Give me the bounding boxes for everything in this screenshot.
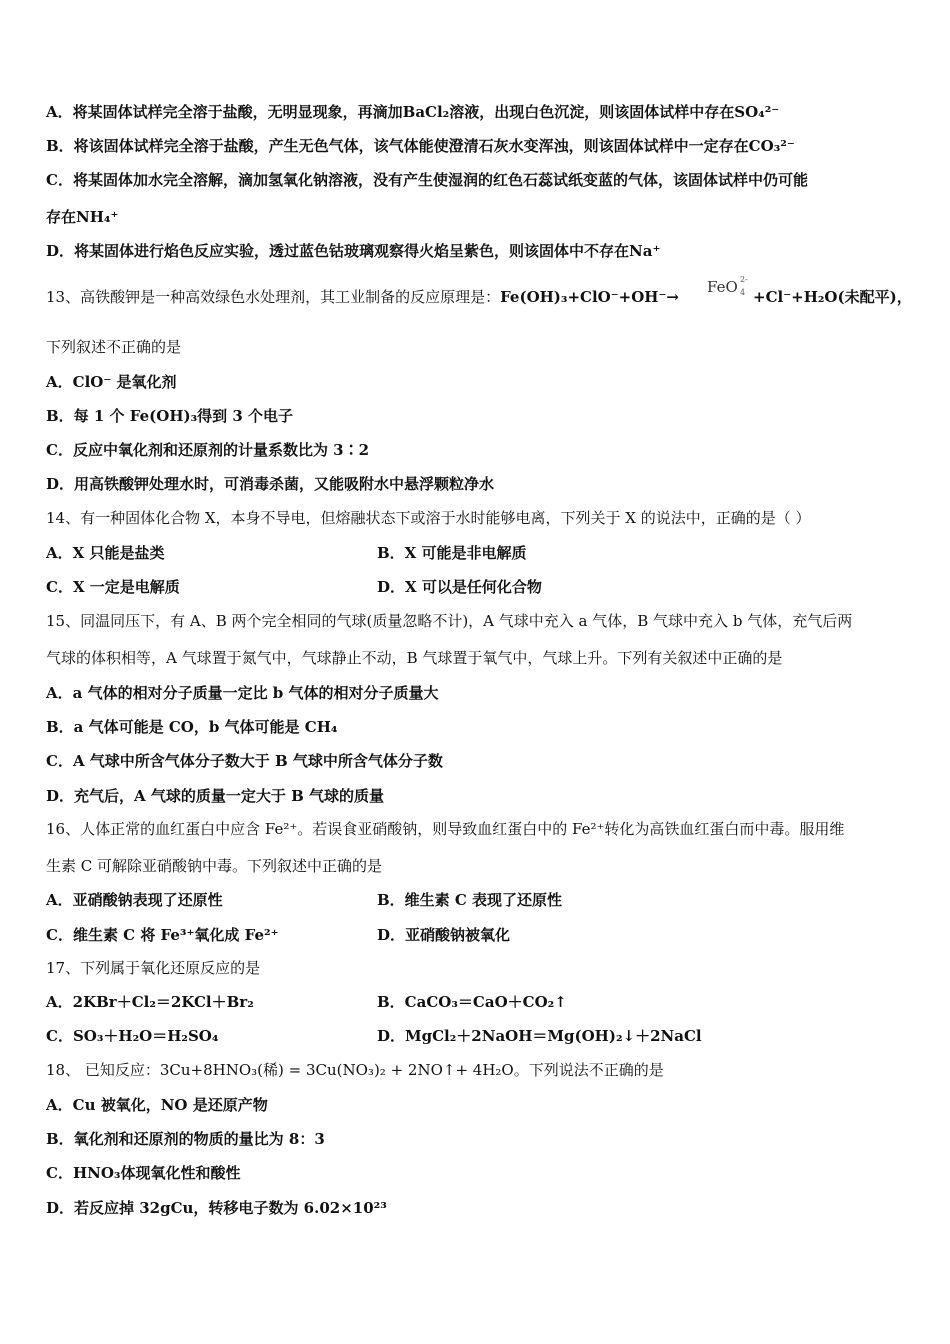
q13-equation: Fe(OH)₃+ClO⁻+OH⁻→ [500,288,679,306]
q14-option-a: A．X 只能是盐类 [46,544,165,562]
q18-option-b: B．氧化剂和还原剂的物质的量比为 8：3 [46,1130,325,1148]
q15-stem-line1: 15、同温同压下，有 A、B 两个完全相同的气球(质量忽略不计)，A 气球中充入 a 气体，B 气球中充入 b 气体，充气后两 [46,612,853,630]
q15-option-d: D．充气后，A 气球的质量一定大于 B 气球的质量 [46,787,384,805]
q12-option-c-line1: C．将某固体加水完全溶解，滴加氢氧化钠溶液，没有产生使湿润的红色石蕊试纸变蓝的气体，该固体试样中仍可能 [46,171,808,189]
q12-option-c-line2: 存在NH₄⁺ [46,208,119,226]
q17-option-d: D．MgCl₂＋2NaOH＝Mg(OH)₂↓＋2NaCl [377,1027,702,1045]
q18-option-d: D．若反应掉 32gCu，转移电子数为 6.02×10²³ [46,1199,387,1217]
q13-option-a: A．ClO⁻ 是氧化剂 [46,373,177,391]
q16-stem-line2: 生素 C 可解除亚硝酸钠中毒。下列叙述中正确的是 [46,857,383,875]
q13-option-b: B．每 1 个 Fe(OH)₃得到 3 个电子 [46,407,294,425]
q13-ferrate-charge: 2- [740,275,748,284]
q17-option-c: C．SO₃＋H₂O＝H₂SO₄ [46,1027,219,1045]
q15-stem-line2: 气球的体积相等，A 气球置于氮气中，气球静止不动，B 气球置于氧气中，气球上升。下列有关叙述中正确的是 [46,649,783,667]
q12-option-a: A．将某固体试样完全溶于盐酸，无明显现象，再滴加BaCl₂溶液，出现白色沉淀，则该固体试样中存在SO₄²⁻ [46,103,780,121]
q15-option-b: B．a 气体可能是 CO，b 气体可能是 CH₄ [46,718,338,736]
q13-option-d: D．用高铁酸钾处理水时，可消毒杀菌，又能吸附水中悬浮颗粒净水 [46,475,495,493]
q13-stem-text: 13、高铁酸钾是一种高效绿色水处理剂，其工业制备的反应原理是： [46,288,501,306]
q15-option-a: A．a 气体的相对分子质量一定比 b 气体的相对分子质量大 [46,684,439,702]
q18-option-a: A．Cu 被氧化，NO 是还原产物 [46,1096,268,1114]
q14-option-c: C．X 一定是电解质 [46,578,180,596]
q16-option-c: C．维生素 C 将 Fe³⁺氧化成 Fe²⁺ [46,926,279,944]
q13-ferrate-formula [707,275,748,297]
q16-option-d: D．亚硝酸钠被氧化 [377,926,511,944]
q13-equation-tail: +Cl⁻+H₂O(未配平)， [753,288,912,306]
q17-stem: 17、下列属于氧化还原反应的是 [46,959,261,977]
q13-stem-line2: 下列叙述不正确的是 [46,338,182,356]
q13-stem-line1 [46,286,679,308]
q14-option-b: B．X 可能是非电解质 [377,544,527,562]
q18-option-c: C．HNO₃体现氧化性和酸性 [46,1164,241,1182]
q13-ferrate-base: FeO [707,278,738,296]
q16-stem-line1: 16、人体正常的血红蛋白中应含 Fe²⁺。若误食亚硝酸钠，则导致血红蛋白中的 Fe²⁺转化为高铁血红蛋白而中毒。服用维 [46,820,845,838]
q18-stem: 18、 已知反应：3Cu+8HNO₃(稀) = 3Cu(NO₃)₂ + 2NO↑+ 4H₂O。下列说法不正确的是 [46,1061,664,1079]
q13-ferrate-subscript: 4 [740,288,746,297]
q16-option-a: A．亚硝酸钠表现了还原性 [46,891,223,909]
q14-stem: 14、有一种固体化合物 X，本身不导电，但熔融状态下或溶于水时能够电离，下列关于 X 的说法中，正确的是（ ） [46,509,811,527]
q14-option-d: D．X 可以是任何化合物 [377,578,542,596]
q12-option-b: B．将该固体试样完全溶于盐酸，产生无色气体，该气体能使澄清石灰水变浑浊，则该固体试样中一定存在CO₃²⁻ [46,137,795,155]
q12-option-d: D．将某固体进行焰色反应实验，透过蓝色钴玻璃观察得火焰呈紫色，则该固体中不存在Na⁺ [46,242,661,260]
q15-option-c: C．A 气球中所含气体分子数大于 B 气球中所含气体分子数 [46,752,443,770]
q13-option-c: C．反应中氧化剂和还原剂的计量系数比为 3∶2 [46,441,370,459]
q17-option-a: A．2KBr＋Cl₂＝2KCl＋Br₂ [46,993,254,1011]
q16-option-b: B．维生素 C 表现了还原性 [377,891,563,909]
q17-option-b: B．CaCO₃＝CaO＋CO₂↑ [377,993,567,1011]
